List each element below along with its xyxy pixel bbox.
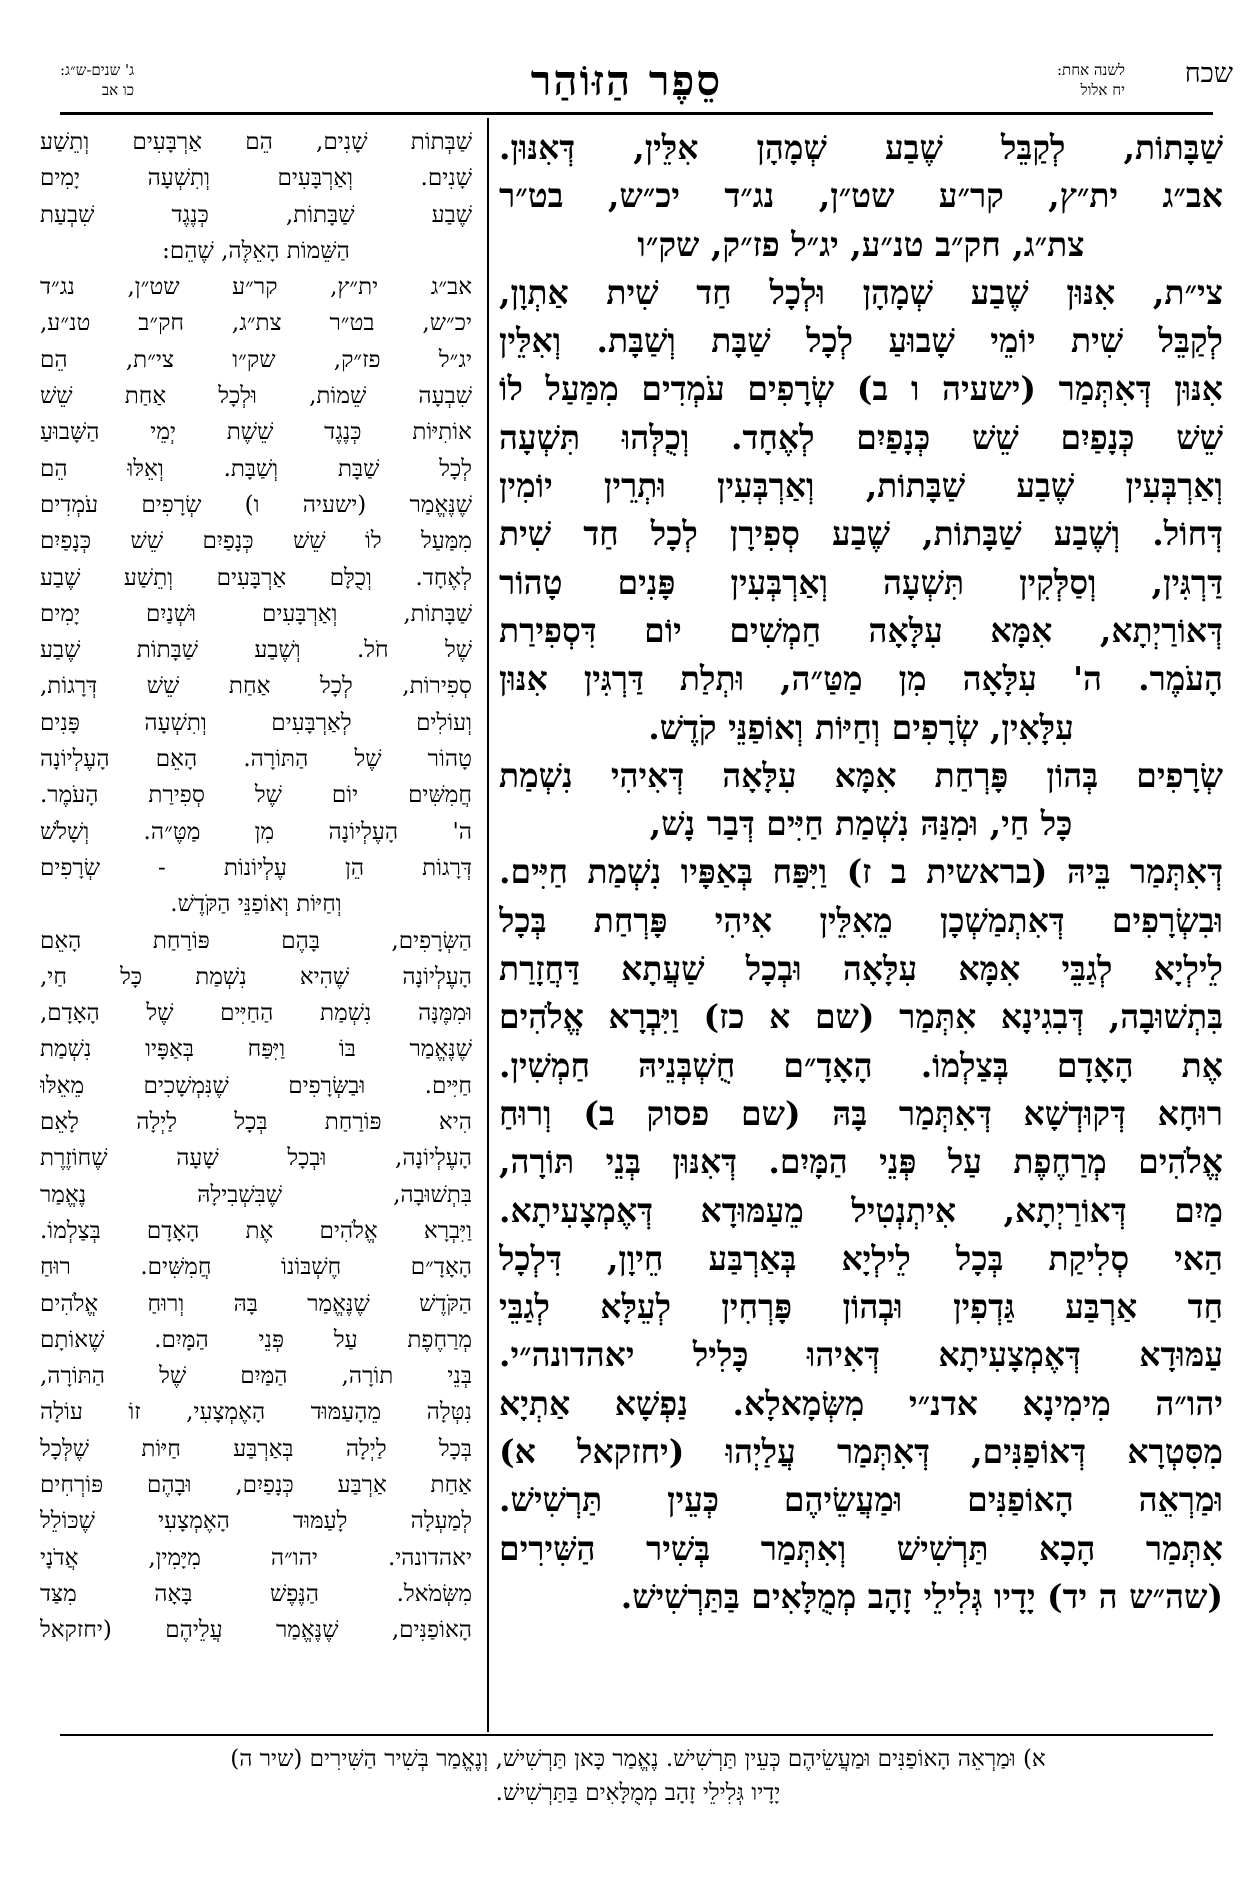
commentary-line: דְּרָגוֹת הֵן עֶלְיוֹנוֹת - שְׂרָפִים — [40, 854, 472, 881]
commentary-line: לְכָל שַׁבָּת וְשַׁבָּת. וְאֵלּוּ הֵם — [40, 455, 472, 482]
main-text-line: בִּתְשׁוּבָה, דְּבִגִינָא אִתְּמַר (שם א כז) וַיִּבְרָא אֱלֹהִים — [499, 997, 1223, 1037]
commentary-line: שֶׁנֶּאֱמַר (ישעיה ו) שְׂרָפִים עֹמְדִים — [40, 491, 472, 518]
schedule-label: ג' שנים-ש״ג: — [60, 61, 135, 79]
main-text-line: שַׁבָּתוֹת, לְקַבֵּל שֶׁבַע שְׁמָהָן אִלֵּין, דְּאִנּוּן. — [499, 128, 1223, 167]
commentary-line: הָעֶלְיוֹנָה, וּבְכָל שָׁעָה שֶׁחוֹזֶרֶת — [40, 1145, 472, 1172]
column-divider — [487, 118, 489, 1732]
main-text-line: לְקַבֵּל שִׁית יוֹמֵי שָׁבוּעַ לְכָל שַׁבָּת וְשַׁבָּת. וְאִלֵּין — [499, 321, 1223, 361]
commentary-line: מִמַּעַל לוֹ שֵׁשׁ כְּנָפַיִם שֵׁשׁ כְּנָפַיִם — [40, 528, 472, 555]
main-text-line: דְּאוֹרַיְתָא, אִמָּא עִלָּאָה חַמְשִׁים יוֹם דִּסְפִירַת — [499, 610, 1223, 650]
main-text-line: יהו״ה מִימִינָא אדנ״י מִשְּׂמָאלָא. נַפְשָׁא אַתְיָא — [499, 1383, 1223, 1423]
commentary-line: הִיא פּוֹרַחַת בְּכָל לַיְלָה לָאֵם — [40, 1109, 472, 1136]
page-number: שכח — [1184, 58, 1233, 89]
daily-schedule-three-years — [60, 60, 134, 100]
main-text-line: מַיִם דְּאוֹרַיְתָא, אִיתְנְטִיל מֵעַמּוּדָא דְּאֶמְצָעִיתָא. — [499, 1190, 1223, 1230]
main-text-line: מִסִּטְרָא דְּאוֹפַנִּים, דְּאִתְּמַר עֲלַיְהוּ (יחזקאל א) — [499, 1432, 1223, 1472]
commentary-line: הַשְּׂרָפִים, בָּהֶם פּוֹרַחַת הָאֵם — [40, 927, 472, 954]
main-text-line: אב״ג ית״ץ, קר״ע שט״ן, נג״ד יכ״ש, בט״ר — [499, 176, 1223, 216]
commentary-line: יכ״ש, בט״ר צת״ג, חק״ב טנ״ע, — [40, 310, 472, 337]
main-text-line: לֵילְיָא לְגַבֵּי אִמָּא עִלָּאָה וּבְכָל שַׁעֲתָא דַּחֲזָרַת — [499, 949, 1223, 989]
commentary-line: אַחַת אַרְבַּע כְּנָפַיִם, וּבָהֶם פּוֹרְחִים — [40, 1471, 472, 1498]
page-header — [20, 56, 1233, 106]
header-rule — [60, 112, 1213, 115]
commentary-line: בְּנֵי תוֹרָה, הַמַּיִם שֶׁל הַתּוֹרָה, — [40, 1363, 472, 1390]
schedule-label: לשנה אחת: — [1057, 61, 1125, 79]
commentary-line: שֶׁבַע שַׁבָּתוֹת, כְּנֶגֶד שִׁבְעַת — [40, 201, 472, 228]
commentary-line: אב״ג ית״ץ, קר״ע שט״ן, נג״ד — [40, 274, 472, 301]
commentary-line: טָהוֹר שֶׁל הַתּוֹרָה. הָאֵם הָעֶלְיוֹנָה — [40, 746, 472, 773]
commentary-line: מְרַחֶפֶת עַל פְּנֵי הַמָּיִם. שֶׁאוֹתָם — [40, 1326, 472, 1353]
main-text-line: צי״ת, אִנּוּן שֶׁבַע שְׁמָהָן וּלְכָל חַד שִׁית אַתְוָן, — [499, 272, 1223, 312]
main-text-line: וּמַרְאֵה הָאוֹפַנִּים וּמַעֲשֵׂיהֶם כְּעֵין תַּרְשִׁישׁ. — [499, 1480, 1223, 1520]
commentary-line: חַיִּים. וּבַשְּׂרָפִים שֶׁנִּמְשָׁכִים מֵאֵלּוּ — [40, 1072, 472, 1099]
main-text-line: עִלָּאִין, שְׂרָפִים וְחַיּוֹת וְאוֹפַנֵּי קֹדֶשׁ. — [648, 707, 1074, 747]
commentary-line: אוֹתִיּוֹת כְּנֶגֶד שֵׁשֶׁת יְמֵי הַשָּׁבוּעַ — [40, 419, 472, 446]
main-text-line: וְאַרְבְּעִין שֶׁבַע שַׁבָּתוֹת, וְאַרְבְּעִין וּתְרֵין יוֹמִין — [499, 466, 1223, 506]
main-text-line: וּבִשְׂרָפִים דְּאִתְמַשְׁכָן מֵאִלֵּין אִיהִי פָּרְחַת בְּכָל — [499, 900, 1223, 940]
commentary-line: הַקֹּדֶשׁ שֶׁנֶּאֱמַר בָּהּ וְרוּחַ אֱלֹהִים — [40, 1290, 472, 1317]
book-title: סֵפֶר הַזּוֹהַר — [530, 56, 723, 105]
main-text-line: הָעֹמֶר. ה' עִלָּאָה מִן מַטַּ״ה, וּתְלַת דַּרְגִּין אִנּוּן — [499, 659, 1223, 699]
footnote-line: א) וּמַרְאֵה הָאוֹפַנִּים וּמַעֲשֵׂיהֶם כְּעֵין תַּרְשִׁישׁ. נֶאֱמַר כָּאן תַּרְשִׁישׁ, וְנֶאֱמַר בְּשִׁיר הַשִּׁירִים (שיר ה) — [230, 1746, 1046, 1772]
commentary-line: ה' הָעֶלְיוֹנָה מִן מַטֶּ״ה. וְשָׁלֹשׁ — [40, 818, 472, 845]
commentary-line: שַׁבָּתוֹת, וְאַרְבָּעִים וּשְׁנַיִם יָמִים — [40, 600, 472, 627]
main-text-line: צת״ג, חק״ב טנ״ע, יג״ל פז״ק, שק״ו — [637, 224, 1085, 264]
main-text-line: שְׂרָפִים בְּהוֹן פָּרְחַת אִמָּא עִלָּאָה דְּאִיהִי נִשְׁמַת — [499, 755, 1223, 795]
main-text-line: רוּחָא דְּקוּדְשָׁא דְּאִתְּמַר בָּהּ (שם פסוק ב) וְרוּחַ — [499, 1093, 1223, 1133]
commentary-line: לְאֶחָד. וְכֻלָּם אַרְבָּעִים וְתֵשַׁע שֶׁבַע — [40, 564, 472, 591]
main-text-line: אִתְּמַר הָכָא תַּרְשִׁישׁ וְאִתְּמַר בְּשִׁיר הַשִּׁירִים — [499, 1528, 1223, 1568]
commentary-line: בִּתְשׁוּבָה, שֶׁבִּשְׁבִילָהּ נֶאֱמַר — [40, 1181, 472, 1208]
main-text-line: אִנּוּן דְּאִתְּמַר (ישעיה ו ב) שְׂרָפִים עֹמְדִים מִמַּעַל לוֹ — [499, 369, 1223, 409]
commentary-line: הָאוֹפַנִּים, שֶׁנֶּאֱמַר עֲלֵיהֶם (יחזקאל — [40, 1617, 472, 1644]
commentary-line: יג״ל פז״ק, שק״ו צי״ת, הֵם — [40, 346, 472, 373]
commentary-line: וַיִּבְרָא אֱלֹהִים אֶת הָאָדָם בְּצַלְמוֹ. — [40, 1217, 472, 1244]
commentary-line: וּמִמֶּנָּה נִשְׁמַת הַחַיִּים שֶׁל הָאָדָם, — [40, 1000, 472, 1027]
commentary-line: הָאָדָ״ם חֶשְׁבּוֹנוֹ חֲמִשִּׁים. רוּחַ — [40, 1254, 472, 1281]
commentary-line: נִטְּלָה מֵהָעַמּוּד הָאֶמְצָעִי, זוֹ עוֹלָה — [40, 1399, 472, 1426]
commentary-line: מִשְּׂמֹאל. הַנֶּפֶשׁ בָּאָה מִצַּד — [40, 1580, 472, 1607]
commentary-line: שִׁבְעָה שֵׁמוֹת, וּלְכָל אַחַת שֵׁשׁ — [40, 383, 472, 410]
footnote — [53, 1742, 1223, 1810]
main-text-line: דְּאִתְּמַר בֵּיהּ (בראשית ב ז) וַיִּפַּח בְּאַפָּיו נִשְׁמַת חַיִּים. — [499, 852, 1223, 892]
commentary-line: שֶׁנֶּאֱמַר בּוֹ וַיִּפַּח בְּאַפָּיו נִשְׁמַת — [40, 1036, 472, 1063]
main-text-line: הַאי סְלִיקַת בְּכָל לֵילְיָא בְּאַרְבַּע חֵיוָן, דִּלְכָל — [499, 1238, 1223, 1278]
main-text-line: דְּחוֹל. וְשֶׁבַע שַׁבָּתוֹת, שֶׁבַע סְפִירָן לְכָל חַד שִׁית — [499, 514, 1223, 554]
footnote-rule — [60, 1734, 1213, 1736]
commentary-line: חֲמִשִּׁים יוֹם שֶׁל סְפִירַת הָעֹמֶר. — [40, 782, 472, 809]
commentary-column — [40, 124, 472, 1648]
commentary-line: לְמַעְלָה לָעַמּוּד הָאֶמְצָעִי שֶׁכּוֹלֵל — [40, 1508, 472, 1535]
main-text-line: כָּל חַי, וּמִנַּהּ נִשְׁמַת חַיִּים דְּבַר נָשׁ, — [649, 804, 1073, 844]
main-text-line: דַּרְגִּין, וְסַלְּקִין תִּשְׁעָה וְאַרְבְּעִין פָּנִים טָהוֹר — [499, 562, 1223, 602]
commentary-line: וְעוֹלִים לְאַרְבָּעִים וְתִשְׁעָה פָּנִים — [40, 709, 472, 736]
commentary-line: שָׁנִים. וְאַרְבָּעִים וְתִשְׁעָה יָמִים — [40, 165, 472, 192]
commentary-line: סְפִירוֹת, לְכָל אַחַת שֵׁשׁ דְּרָגוֹת, — [40, 673, 472, 700]
commentary-line: הָעֶלְיוֹנָה שֶׁהִיא נִשְׁמַת כָּל חַי, — [40, 963, 472, 990]
main-text-line: עַמּוּדָא דְּאֶמְצָעִיתָא דְּאִיהוּ כָּלִיל יאהדונה״י. — [499, 1335, 1223, 1375]
commentary-line: שַׁבְּתוֹת שָׁנִים, הֵם אַרְבָּעִים וְתֵשַׁע — [40, 129, 472, 155]
schedule-date: יח אלול — [1080, 81, 1125, 99]
commentary-line: שֶׁל חֹל. וְשֶׁבַע שַׁבָּתוֹת שֶׁבַע — [40, 637, 472, 664]
footnote-line: יָדָיו גְּלִילֵי זָהָב מְמֻלָּאִים בַּתַּרְשִׁישׁ. — [495, 1780, 781, 1806]
commentary-line: יאהדונהי. יהו״ה מִיָּמִין, אֲדֹנָי — [40, 1544, 472, 1571]
main-text-column — [499, 124, 1223, 1621]
commentary-line: וְחַיּוֹת וְאוֹפַנֵּי הַקֹּדֶשׁ. — [170, 891, 342, 918]
main-text-line: חַד אַרְבַּע גַּדְפִין וּבְהוֹן פָּרְחִין לְעֵלָּא לְגַבֵּי — [499, 1287, 1223, 1327]
main-text-line: אֶת הָאָדָם בְּצַלְמוֹ. הָאָדָ״ם חֻשְׁבְּנֵיהּ חַמְשִׁין. — [499, 1045, 1223, 1085]
main-text-line: אֱלֹהִים מְרַחֶפֶת עַל פְּנֵי הַמָּיִם. דְּאִנּוּן בְּנֵי תּוֹרָה, — [499, 1142, 1223, 1182]
main-text-line: (שה״ש ה יד) יָדָיו גְּלִילֵי זָהָב מְמֻלָּאִים בַּתַּרְשִׁישׁ. — [620, 1576, 1223, 1616]
main-text-line: שֵׁשׁ כְּנָפַיִם שֵׁשׁ כְּנָפַיִם לְאֶחָד. וְכֻלְּהוּ תִּשְׁעָה — [499, 417, 1223, 457]
schedule-date: כו אב — [101, 81, 135, 99]
commentary-line: בְּכָל לַיְלָה בְּאַרְבַּע חַיּוֹת שֶׁלְּכָל — [40, 1435, 472, 1462]
commentary-line: הַשֵּׁמוֹת הָאֵלֶּה, שֶׁהֵם: — [162, 237, 350, 264]
